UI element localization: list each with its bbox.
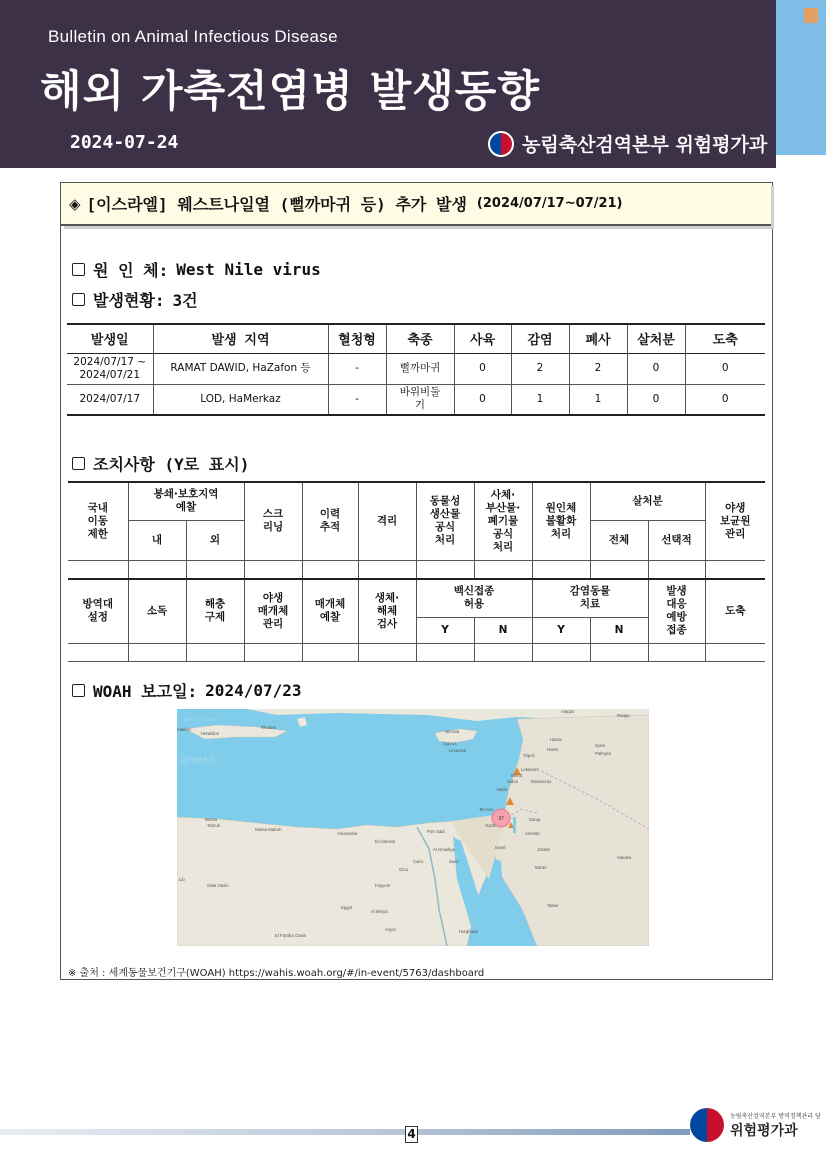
map-label: Gaza: [485, 823, 496, 828]
report-title-bar: [61, 183, 771, 226]
dead-sea: [513, 817, 516, 833]
checkbox-square-icon: [72, 457, 85, 470]
m2-vaccination-y: Y: [416, 617, 474, 643]
source-note: ※ 출처 : 세계동물보건기구(WOAH) https://wahis.woah.org/#/in-event/5763/dashboard: [68, 968, 485, 979]
col-date: 발생일: [67, 324, 153, 353]
map-label: Limassol: [449, 748, 466, 753]
map-label: Zarqa: [529, 817, 541, 822]
m2-vector-surveillance: 매개체 예찰: [302, 579, 358, 643]
m1-value-cell: [648, 560, 705, 578]
report-period: (2024/07/17~07/21): [476, 196, 623, 211]
col-region: 발생 지역: [153, 324, 328, 353]
cell-serotype: -: [328, 384, 386, 415]
cell-killed: 0: [627, 384, 685, 415]
woah-date: 2024/07/23: [205, 681, 302, 700]
sea-label: Sea of Crete: [183, 717, 214, 723]
org-name: 농림축산검역본부 위험평가과: [522, 134, 768, 156]
m2-treatment-n: N: [590, 617, 648, 643]
map-label: Iraklion: [177, 727, 191, 732]
m2-pest-control: 해충 구제: [186, 579, 244, 643]
cell-species: 뻘까마귀: [386, 353, 454, 384]
decorative-orange-square: [804, 8, 818, 23]
m1-zone-surveillance: 봉쇄·보호지역 예찰: [128, 482, 244, 520]
m1-domestic-movement: 국내 이동 제한: [68, 482, 128, 560]
map-label: Al Ismailiya: [433, 847, 455, 852]
m1-stamping-out: 살처분: [590, 482, 705, 520]
map-label: Aleppo: [561, 709, 575, 714]
m2-wild-vector: 야생 매개체 관리: [244, 579, 302, 643]
m1-stamping-selective: 선택적: [648, 520, 705, 560]
m1-inactivation: 원인체 불활화 처리: [532, 482, 590, 560]
m2-treatment: 감염동물 치료: [532, 579, 648, 617]
m1-value-cell: [68, 560, 128, 578]
m2-value-cell: [590, 643, 648, 661]
map-label: Port Said: [427, 829, 445, 834]
table-row: [67, 353, 765, 384]
map-label: Alexandria: [337, 831, 358, 836]
woah-line: [72, 679, 302, 702]
m2-value-cell: [128, 643, 186, 661]
map-label: Mersa: [205, 817, 217, 822]
m1-traceability: 이력 추적: [302, 482, 358, 560]
woah-label: WOAH 보고일:: [93, 682, 198, 701]
m2-value-cell: [474, 643, 532, 661]
m1-value-cell: [474, 560, 532, 578]
map-label: Nicosia: [445, 729, 460, 734]
col-slaughtered: 도축: [685, 324, 765, 353]
map-label: Jordan: [537, 847, 551, 852]
col-deaths: 폐사: [569, 324, 627, 353]
checkbox-square-icon: [72, 684, 85, 697]
m2-emergency-vaccination: 발생 대응 예방 접종: [648, 579, 705, 643]
map-label: Haifa: [497, 787, 508, 792]
map-label: El Alamein: [375, 839, 396, 844]
m2-value-cell: [302, 643, 358, 661]
map-label: Hurghada: [459, 929, 478, 934]
map-label: Cairo: [413, 859, 424, 864]
m2-vaccination-n: N: [474, 617, 532, 643]
bulletin-date: 2024-07-24: [70, 132, 179, 153]
map-label: Marsa Matruh: [255, 827, 282, 832]
col-cases: 감염: [511, 324, 569, 353]
checkbox-square-icon: [72, 293, 85, 306]
map-label: Giza: [399, 867, 408, 872]
cell-deaths: 1: [569, 384, 627, 415]
map-label: Lib: [179, 877, 185, 882]
m2-value-cell: [648, 643, 705, 661]
col-susceptible: 사육: [454, 324, 511, 353]
cell-susceptible: 0: [454, 353, 511, 384]
footer-bar: [0, 1129, 690, 1135]
cell-deaths: 2: [569, 353, 627, 384]
diamond-bullet-icon: ◈: [69, 194, 81, 213]
measures-table-1: [68, 481, 765, 579]
cell-region: LOD, HaMerkaz: [153, 384, 328, 415]
map-label: Fayyum: [375, 883, 391, 888]
pathogen-label: 원 인 체:: [93, 261, 169, 280]
map-label: Palmyra: [595, 751, 611, 756]
cell-date: 2024/07/17: [67, 384, 153, 415]
cluster-count: 3?: [498, 816, 504, 822]
m1-wildlife-reservoir: 야생 보균원 관리: [705, 482, 765, 560]
map-label: Raqqa: [617, 713, 630, 718]
map-label: Suez: [449, 859, 459, 864]
cell-species: 바위비둘 기: [386, 384, 454, 415]
header-org: [488, 130, 767, 157]
bulletin-subtitle: Bulletin on Animal Infectious Disease: [48, 27, 338, 46]
m1-value-cell: [186, 560, 244, 578]
m1-zone-outside: 외: [186, 520, 244, 560]
measures-line: [72, 452, 249, 475]
map-label: Siwa Oasis: [207, 883, 229, 888]
map-label: Damascus: [531, 779, 552, 784]
report-heading: [이스라엘] 웨스트나일열 (뻘까마귀 등) 추가 발생: [86, 195, 467, 214]
status-value: 3건: [172, 291, 198, 310]
footer-org: [730, 1111, 821, 1140]
map-label: Beirut: [511, 773, 523, 778]
cell-slaughtered: 0: [685, 353, 765, 384]
m2-value-cell: [68, 643, 128, 661]
map-label: Egypt: [341, 905, 352, 910]
pathogen-line: [72, 258, 321, 281]
map-label: Syria: [595, 743, 605, 748]
map-label: Hama: [550, 737, 562, 742]
status-line: [72, 288, 198, 311]
checkbox-square-icon: [72, 263, 85, 276]
outbreak-table: [67, 323, 765, 416]
north-africa-land: [177, 817, 501, 946]
cell-susceptible: 0: [454, 384, 511, 415]
cell-date: 2024/07/17 ~ 2024/07/21: [67, 353, 153, 384]
map-label: Al Minya: [371, 909, 388, 914]
outbreak-map[interactable]: [177, 709, 649, 946]
map-label: Tobruk: [207, 823, 220, 828]
m1-value-cell: [590, 560, 648, 578]
table-row: [68, 643, 765, 661]
m2-value-cell: [186, 643, 244, 661]
taeguk-logo-icon: [488, 131, 514, 157]
m1-product-processing: 동물성 생산물 공식 처리: [416, 482, 474, 560]
map-label: Sakaka: [617, 855, 632, 860]
map-label: Cyprus: [443, 741, 457, 746]
cell-cases: 1: [511, 384, 569, 415]
measures-table-2: [68, 578, 765, 662]
map-label: Asyut: [385, 927, 396, 932]
table-row: [67, 384, 765, 415]
col-serotype: 혈청형: [328, 324, 386, 353]
footer-logo: [690, 1108, 821, 1142]
col-species: 축종: [386, 324, 454, 353]
col-killed: 살처분: [627, 324, 685, 353]
m1-carcass-processing: 사체· 부산물· 폐기물 공식 처리: [474, 482, 532, 560]
header-banner: [0, 0, 776, 168]
cell-serotype: -: [328, 353, 386, 384]
m1-value-cell: [128, 560, 186, 578]
m1-value-cell: [532, 560, 590, 578]
map-label: Rhodes: [261, 725, 276, 730]
m2-zoning: 방역대 설정: [68, 579, 128, 643]
cell-cases: 2: [511, 353, 569, 384]
pathogen-value: West Nile virus: [176, 260, 321, 279]
status-label: 발생현황:: [93, 291, 165, 310]
map-label: Tabuk: [547, 903, 559, 908]
map-label: Tel Aviv: [479, 807, 494, 812]
m1-value-cell: [244, 560, 302, 578]
m2-value-cell: [244, 643, 302, 661]
m1-value-cell: [416, 560, 474, 578]
map-label: Heraklion: [201, 731, 220, 736]
outbreak-header-row: [67, 324, 765, 353]
taeguk-logo-icon: [690, 1108, 724, 1142]
m2-value-cell: [705, 643, 765, 661]
cell-killed: 0: [627, 353, 685, 384]
m2-slaughter: 도축: [705, 579, 765, 643]
m2-disinfection: 소독: [128, 579, 186, 643]
decorative-blue-bar: [776, 0, 826, 155]
cell-slaughtered: 0: [685, 384, 765, 415]
sea-label: anean: [181, 753, 216, 766]
measures-label: 조치사항 (Y로 표시): [93, 455, 250, 474]
m1-value-cell: [302, 560, 358, 578]
m2-value-cell: [358, 643, 416, 661]
m1-quarantine: 격리: [358, 482, 416, 560]
map-label: Tripoli: [523, 753, 535, 758]
map-label: Homs: [547, 747, 559, 752]
page-number: 4: [405, 1126, 418, 1143]
cell-region: RAMAT DAWID, HaZafon 등: [153, 353, 328, 384]
m2-value-cell: [532, 643, 590, 661]
m2-treatment-y: Y: [532, 617, 590, 643]
map-label: Israel: [495, 845, 506, 850]
m1-stamping-all: 전체: [590, 520, 648, 560]
m2-value-cell: [416, 643, 474, 661]
table-row: [68, 560, 765, 578]
m1-value-cell: [705, 560, 765, 578]
map-label: Lebanon: [521, 767, 538, 772]
map-label: Amman: [525, 831, 540, 836]
m1-screening: 스크 리닝: [244, 482, 302, 560]
footer-org-big: 위험평가과: [730, 1122, 798, 1139]
m1-zone-inside: 내: [128, 520, 186, 560]
map-svg: [177, 709, 649, 946]
footer-org-small: 농림축산검역본부 방역정책관리 당: [730, 1112, 821, 1120]
m2-ante-post-mortem: 생체· 해체 검사: [358, 579, 416, 643]
m2-vaccination-permitted: 백신접종 허용: [416, 579, 532, 617]
bulletin-title: 해외 가축전염병 발생동향: [40, 67, 540, 117]
map-label: Ma'an: [535, 865, 547, 870]
map-label: El Farafra Oasis: [275, 933, 307, 938]
m1-value-cell: [358, 560, 416, 578]
map-label: Sidon: [507, 779, 518, 784]
